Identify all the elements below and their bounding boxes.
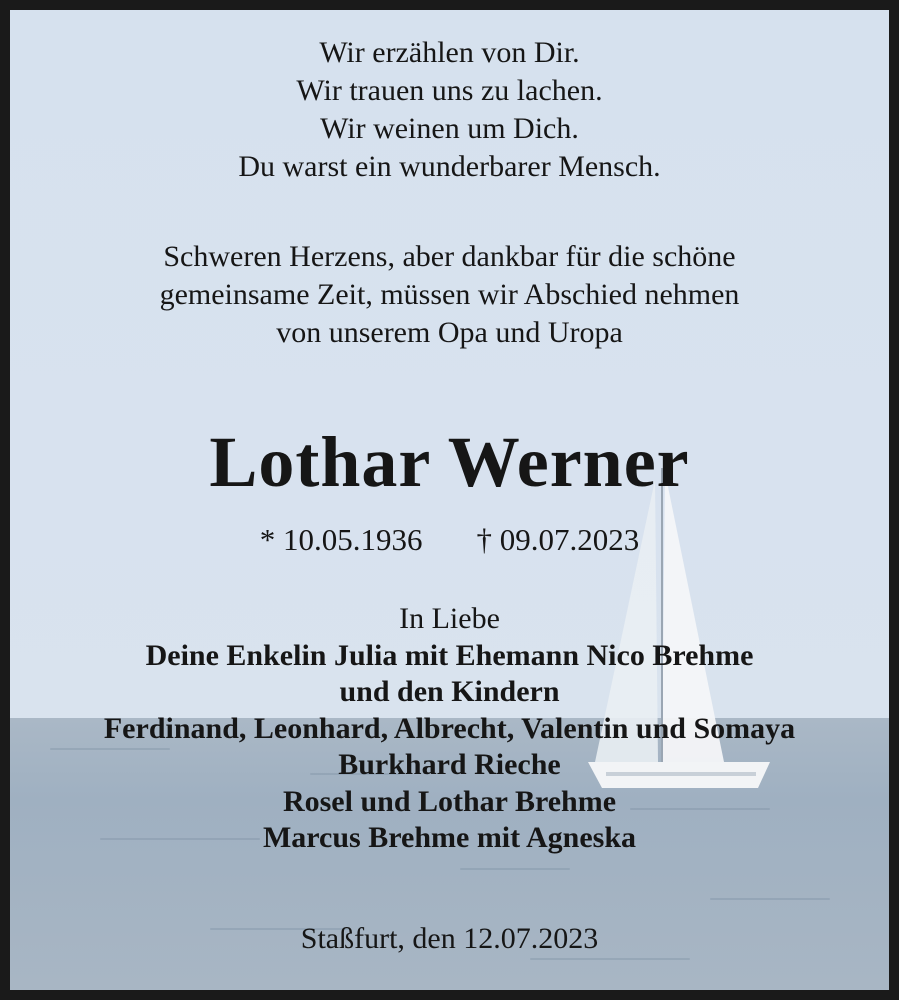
obituary-notice: [10, 10, 889, 990]
mourner-line: Rosel und Lothar Brehme: [282, 784, 617, 818]
mourner-line: Deine Enkelin Julia mit Ehemann Nico Brehme: [145, 638, 754, 672]
place-date: Staßfurt, den 12.07.2023: [300, 922, 599, 955]
mourner-line: und den Kindern: [339, 675, 560, 708]
mourner-line: Ferdinand, Leonhard, Albrecht, Valentin und Somaya: [103, 711, 796, 745]
mourner-line: Marcus Brehme mit Agneska: [262, 821, 637, 854]
birth-date: * 10.05.1936: [259, 522, 423, 557]
mourners-opening: In Liebe: [399, 602, 500, 635]
poem-line: Wir weinen um Dich.: [320, 112, 579, 145]
death-date: † 09.07.2023: [476, 522, 640, 557]
intro-line: Schweren Herzens, aber dankbar für die schöne: [163, 240, 736, 273]
deceased-name: Lothar Werner: [209, 422, 690, 502]
poem-line: Wir trauen uns zu lachen.: [296, 74, 603, 107]
intro-line: von unserem Opa und Uropa: [276, 316, 623, 349]
intro-line: gemeinsame Zeit, müssen wir Abschied nehmen: [159, 278, 740, 311]
mourner-line: Burkhard Rieche: [338, 748, 561, 781]
poem: [10, 34, 889, 186]
intro-text: [10, 238, 889, 352]
mourners: [10, 601, 889, 857]
life-dates: [10, 520, 889, 560]
poem-line: Wir erzählen von Dir.: [319, 36, 580, 69]
poem-line: Du warst ein wunderbarer Mensch.: [238, 150, 661, 183]
